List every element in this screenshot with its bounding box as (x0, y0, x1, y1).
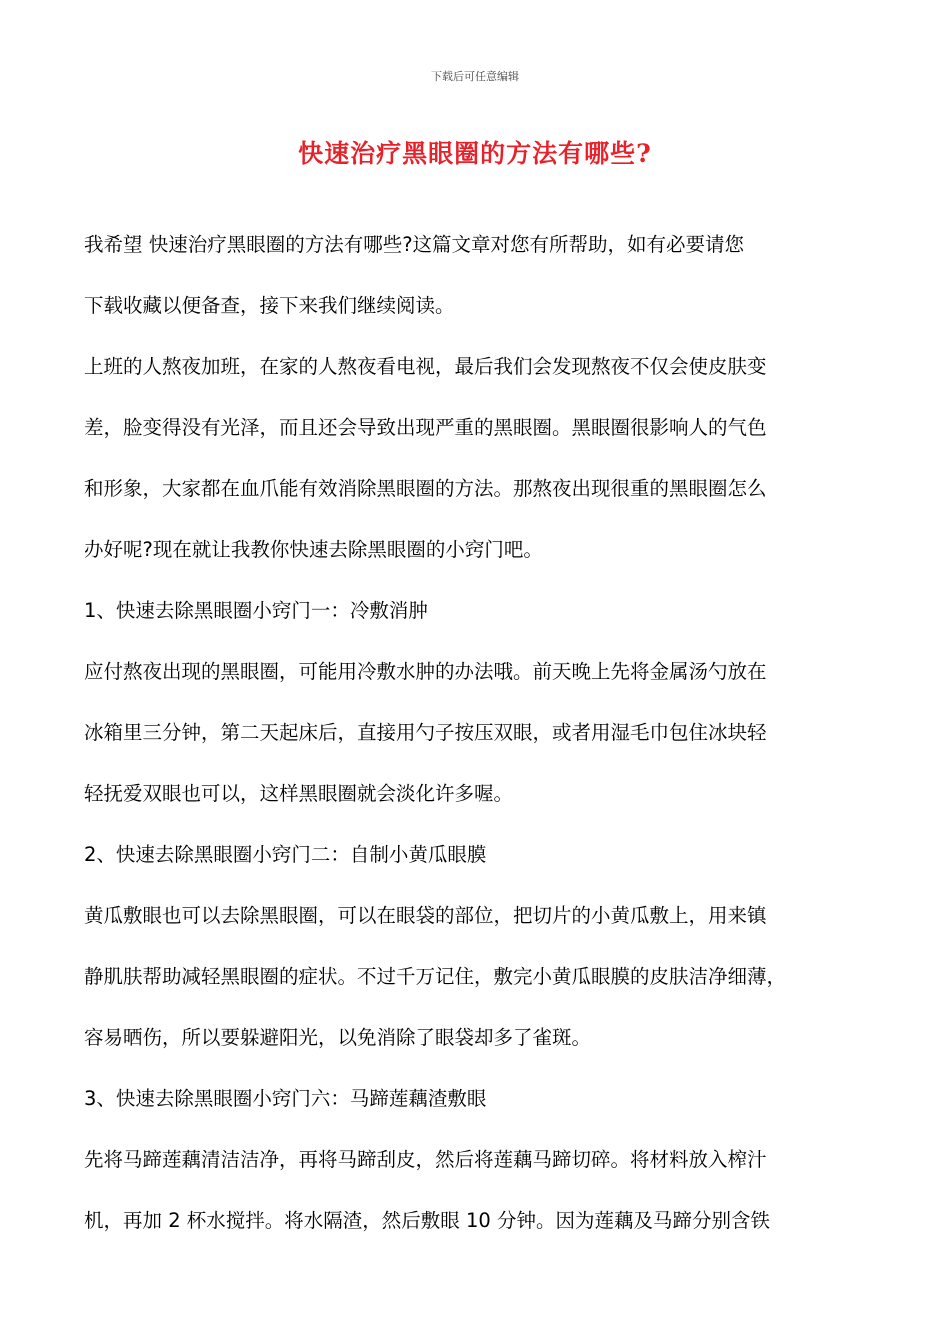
body-line: 冰箱里三分钟，第二天起床后，直接用勺子按压双眼，或者用湿毛巾包住冰块轻 (84, 721, 767, 744)
section-heading: 2、快速去除黑眼圈小窍门二：自制小黄瓜眼膜 (84, 843, 487, 866)
document-body (84, 214, 874, 1251)
body-line: 应付熬夜出现的黑眼圈，可能用冷敷水肿的办法哦。前天晚上先将金属汤勺放在 (84, 660, 767, 683)
section-heading: 1、快速去除黑眼圈小窍门一：冷敷消肿 (84, 599, 428, 622)
body-line: 和形象，大家都在血爪能有效消除黑眼圈的方法。那熬夜出现很重的黑眼圈怎么 (84, 477, 767, 500)
body-line: 上班的人熬夜加班，在家的人熬夜看电视，最后我们会发现熬夜不仅会使皮肤变 (84, 355, 767, 378)
body-line: 先将马蹄莲藕清洁洁净，再将马蹄刮皮，然后将莲藕马蹄切碎。将材料放入榨汁 (84, 1148, 767, 1171)
body-line: 我希望 快速治疗黑眼圈的方法有哪些?这篇文章对您有所帮助，如有必要请您 (84, 233, 745, 256)
body-line: 静肌肤帮助减轻黑眼圈的症状。不过千万记住，敷完小黄瓜眼膜的皮肤洁净细薄， (84, 965, 787, 988)
body-line: 黄瓜敷眼也可以去除黑眼圈，可以在眼袋的部位，把切片的小黄瓜敷上，用来镇 (84, 904, 767, 927)
header-note: 下载后可任意编辑 (431, 70, 519, 83)
body-line: 差，脸变得没有光泽，而且还会导致出现严重的黑眼圈。黑眼圈很影响人的气色 (84, 416, 767, 439)
body-line: 办好呢?现在就让我教你快速去除黑眼圈的小窍门吧。 (84, 538, 543, 561)
body-line: 容易晒伤，所以要躲避阳光，以免消除了眼袋却多了雀斑。 (84, 1026, 592, 1049)
body-line: 下载收藏以便备查，接下来我们继续阅读。 (84, 294, 455, 317)
document-title: 快速治疗黑眼圈的方法有哪些? (298, 139, 652, 168)
body-line: 机，再加 2 杯水搅拌。将水隔渣，然后敷眼 10 分钟。因为莲藕及马蹄分别含铁 (84, 1209, 771, 1232)
section-heading: 3、快速去除黑眼圈小窍门六：马蹄莲藕渣敷眼 (84, 1087, 487, 1110)
body-line: 轻抚爱双眼也可以，这样黑眼圈就会淡化许多喔。 (84, 782, 514, 805)
